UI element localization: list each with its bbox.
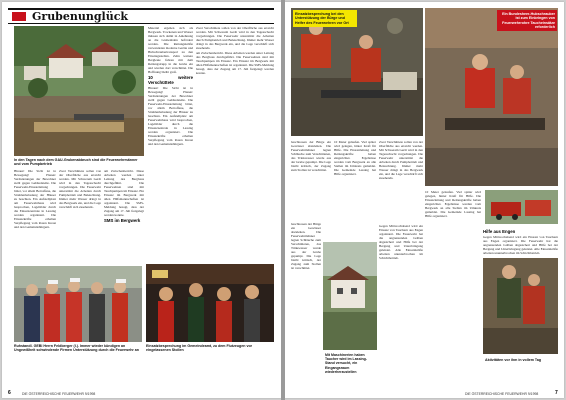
text-column-8-body: Zwei Verschüttete sollen von der Oberfläche aus erreicht werden. Mit Schwerem Gerät wird in den Tagesschacht vorgedrungen. Die Feuerwehr unterstützt die Arbeiten durch Pumpbetrieb und Beleuchtung. Immer mehr Wasser dringt in das Bergwerk ein, und die Lage verschärft sich zusehends. (379, 140, 423, 180)
flood-caption: In den Tagen nach dem GAU-Grubenabbruch sind die Feuerwehrmänner und vom Pumpbetrieb (14, 158, 138, 167)
article-title: Grubenunglück (32, 10, 129, 23)
flood-photo (14, 26, 144, 156)
pump-photo (483, 258, 558, 354)
text-column-10-body: beschlossen der Bürge ein Gewässer abzuleiten. Die Feuerwehrmänner legten Schläuche zum Verschütteten, das Trinkwasser wurde aus der Grube gepumpt. Die Lage bleibt kritisch, der Zugang zum Stollen ist verschüttet. (291, 222, 321, 270)
text-column-2-body: Zwei Verschüttete sollen von der Oberfläche aus erreicht werden. Mit Schwerem Gerät wird in den Tagesschacht vorgedrungen. Die Feuerwehr unterstützt die Arbeiten durch Pumpbetrieb und Beleuchtung. Immer mehr Wasser dringt in das Bergwerk ein, und die Lage verschärft sich zusehends. (59, 169, 101, 209)
text-column-8 (379, 140, 423, 220)
text-column-1-body: Hinaus! Die Sicht ist in Bewegung! Planen: Veränderungen der Bewohner stellt gegen Gebäudeteile. Die Feuerwehr-Einsatzleitung bittet, vor allem Betroffene, die Strahlenbelastung der Häuser zu beachten. Ein Aufstellplatz am Feuerwehrhaus wird besprochen, Lagebilder durch die Einsatzzentrale in Lassing werden organisiert. Die Einsatzkräfte erhalten Verpflegung vom Roten Kreuz und den Gemeindebürgern. (14, 169, 56, 229)
text-column-7-body: 10 Meter gelaufen. Viel später wird gelegen, hinter Kraft für Hilfe. Die Einsatzleitung und Rettungskräfte haben eingerichtet. Ergebnisse werden vom Bergwerk an alle Stellen im Umkreis gemeldet. Die Gemeinde Lassing hat Hilfe organisiert. (334, 140, 376, 176)
text-column-4-continued: Hinaus! Die Sicht ist in Bewegung! Planen: Veränderungen der Bewohner stellt gegen Gebäudeteile. Die Feuerwehr-Einsatzleitung bittet, vor allem Betroffene, die Strahlenbelastung der Häuser zu beachten. Ein Aufstellplatz am Feuerwehrhaus wird besprochen, Lagebilder durch die Einsatzzentrale in Lassing werden organisiert. Die Einsatzkräfte erhalten Verpflegung vom Roten Kreuz und den Gemeindebürgern. (148, 86, 193, 146)
text-column-3-body: am Zwischenbericht. Diese Arbeiten werden unter Leitung des Bergbaus durchgeführt. Die Feuerwehren sind mit Tauchpumpen im Einsatz. Ein Einsatz im Bergwerk mit allen Hilfsmannschaften ist organisiert. Die SMS-Meldung besagt, dass der Zugang am 17. Juli freigelegt werden konnte. (104, 169, 144, 217)
footer-left: DIE ÖSTERREICHISCHE FEUERWEHR 9/1998 (22, 392, 96, 396)
text-column-2 (59, 169, 101, 264)
helicopter-photo (425, 8, 558, 186)
text-column-11 (379, 224, 423, 372)
left-page (2, 2, 281, 398)
helicopter-caption-box: Ein Bundesheer-Hubschrauber ist zum Einbringen von Feuerwehrrohre Taucheinsätze erforderlich (497, 10, 557, 31)
subhead-verschuettete: 10 weitere Verschüttete (148, 75, 193, 85)
text-column-7 (334, 140, 376, 220)
text-column-3 (104, 169, 144, 264)
text-column-12-body: Gegen Mittwochabend wird ein Einsatz von Tauchern aus Engen organisiert. Die Feuerwehr hat die angrenzenden Gräben abgesichert und Hilfe bei der Bergung und Unterbringung geleistet. Alle Einsatzkräfte arbeiten ununterbrochen im Schichtbetrieb. (483, 235, 558, 254)
subhead-bergwerk: SMS im Bergwerk (104, 218, 141, 223)
subhead-engen: Hilfe aus Engen (483, 229, 516, 234)
article-header (8, 8, 274, 24)
page-number-left: 6 (8, 390, 11, 396)
rescue-photo (291, 8, 423, 136)
text-column-11-body: Gegen Mittwochabend wird ein Einsatz von Tauchern aus Engen organisiert. Die Feuerwehr hat die angrenzenden Gräben abgesichert und Hilfe bei der Bergung und Unterbringung geleistet. Alle Einsatzkräfte arbeiten ununterbrochen im Schichtbetrieb. (379, 224, 423, 260)
text-column-6-body: beschlossen der Bürge ein Gewässer abzuleiten. Die Feuerwehrmänner legten Schläuche zum Verschütteten, das Trinkwasser wurde aus der Grube gepumpt. Die Lage bleibt kritisch, der Zugang zum Stollen ist verschüttet. (291, 140, 331, 172)
text-column-9-body: 10 Meter gelaufen. Viel später wird gelegen, hinter Kraft für Hilfe. Die Einsatzleitung und Rettungskräfte haben eingerichtet. Ergebnisse werden vom Bergwerk an alle Stellen im Umkreis gemeldet. Die Gemeinde Lassing hat Hilfe organisiert. (425, 190, 481, 218)
house-photo (323, 242, 377, 350)
text-column-1 (14, 169, 56, 264)
text-column-5-continued: am Zwischenbericht. Diese Arbeiten werden unter Leitung des Bergbaus durchgeführt. Die Feuerwehren sind mit Tauchpumpen im Einsatz. Ein Einsatz im Bergwerk mit allen Hilfsmannschaften ist organisiert. Die SMS-Meldung besagt, dass der Zugang am 17. Juli freigelegt werden konnte. (196, 51, 274, 75)
text-column-9 (425, 190, 481, 286)
pump-caption: Aktivitäten vor ihm in vollem Tag (485, 358, 542, 362)
text-column-6 (291, 140, 331, 220)
section-logo (12, 12, 26, 21)
text-column-4 (148, 26, 193, 258)
text-column-4-body: Material ergehen sich als Bergwerk. Trockenen und Wasser müssen sich damit in Anlehnung an die Grubenbahn befördert werden. Die Rettungskräfte verwendeten moderne Geräte und Hubschraubertransport zu den Einstiegsstellen. Zehn weitere Bergleute fuhren mit dem Rettungstrupp in die Grube ein und wurden dort verschüttet. Die Hoffnung bleibt groß. (148, 26, 193, 74)
text-column-5 (196, 26, 274, 258)
vehicle-photo (485, 190, 558, 224)
text-column-10 (291, 222, 321, 372)
text-column-12 (483, 228, 558, 254)
night-caption: Einsatzbesprechung im Gemeindeamt, zu dem Flutzeugen vor eingelassenen Stollen (146, 344, 253, 353)
right-page (285, 2, 564, 398)
group-caption: Ruhstandl. GEBI Herrn Feldberger (l.). Immer wieder kündigen an Ungewißheit schwindende Firmen Unterstützung durch die Feuerwehr an (14, 344, 139, 353)
page-number-right: 7 (555, 390, 558, 396)
footer-right: DIE ÖSTERREICHISCHE FEUERWEHR 9/1998 (465, 392, 539, 396)
text-column-5-body: Zwei Verschüttete sollen von der Oberfläche aus erreicht werden. Mit Schwerem Gerät wird in den Tagesschacht vorgedrungen. Die Feuerwehr unterstützt die Arbeiten durch Pumpbetrieb und Beleuchtung. Immer mehr Wasser dringt in das Bergwerk ein, und die Lage verschärft sich zusehends. (196, 26, 274, 50)
group-photo (14, 266, 142, 342)
house-caption-box: Mit Maschinerien haben Taucher wird im Lassing-Stand versucht, ein Eingangsraum wiederherzustellen (323, 352, 377, 375)
rescue-caption-box: Einsatzbesprechung bei den Unterstützung der Bürge und Helfer des Feuerwehren vor Ort (293, 10, 357, 27)
night-photo (146, 264, 274, 342)
